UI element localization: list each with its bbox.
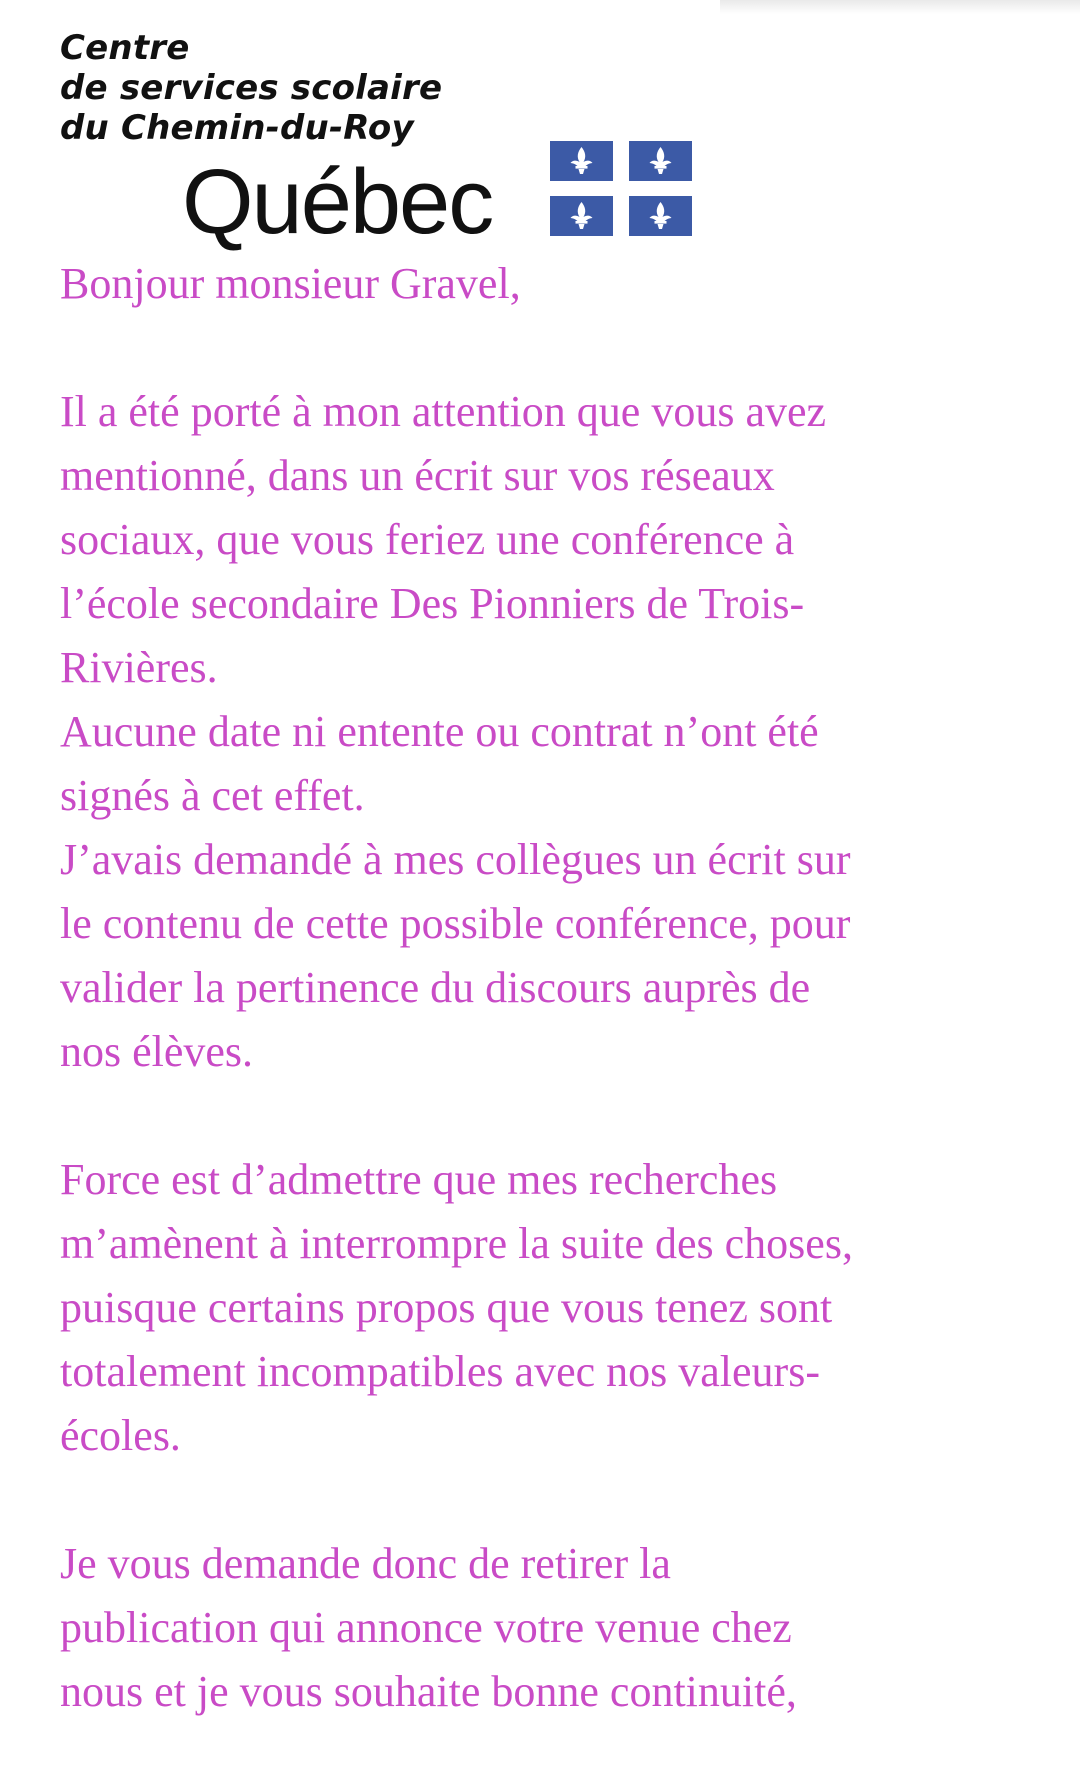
letter-line: sociaux, que vous feriez une conférence à xyxy=(60,515,795,564)
organization-name-line: du Chemin-du-Roy xyxy=(60,108,414,148)
organization-name xyxy=(60,28,442,148)
letter-line: totalement incompatibles avec nos valeurs- xyxy=(60,1347,820,1396)
letter-line: Je vous demande donc de retirer la xyxy=(60,1539,671,1588)
paragraph-1 xyxy=(60,380,1020,1084)
letter-line: le contenu de cette possible conférence, pour xyxy=(60,899,851,948)
letter-line: Force est d’admettre que mes recherches xyxy=(60,1155,778,1204)
letter-line: valider la pertinence du discours auprès de xyxy=(60,963,811,1012)
paragraph-spacer xyxy=(60,316,1020,380)
letter-line: puisque certains propos que vous tenez sont xyxy=(60,1283,833,1332)
greeting: Bonjour monsieur Gravel, xyxy=(60,259,521,308)
paragraph-spacer xyxy=(60,1468,1020,1532)
organization-logo xyxy=(60,28,700,258)
paragraph-spacer xyxy=(60,1084,1020,1148)
letter-body xyxy=(60,252,1020,1724)
organization-name-line: Centre xyxy=(60,28,190,68)
letter-line: l’école secondaire Des Pionniers de Trois- xyxy=(60,579,805,628)
letter-line: J’avais demandé à mes collègues un écrit sur xyxy=(60,835,851,884)
organization-name-line: de services scolaire xyxy=(60,68,443,108)
letter-line: mentionné, dans un écrit sur vos réseaux xyxy=(60,451,775,500)
letter-line: m’amènent à interrompre la suite des choses, xyxy=(60,1219,853,1268)
letter-line: publication qui annonce votre venue chez xyxy=(60,1603,792,1652)
top-edge-shadow xyxy=(720,0,1080,14)
paragraph-3 xyxy=(60,1532,1020,1724)
letter-line: Rivières. xyxy=(60,643,218,692)
letter-line: Aucune date ni entente ou contrat n’ont été xyxy=(60,707,819,756)
letter-line: nous et je vous souhaite bonne continuité, xyxy=(60,1667,797,1716)
quebec-flag-icon xyxy=(550,141,692,236)
quebec-wordmark: Québec xyxy=(182,151,493,253)
paragraph-2 xyxy=(60,1148,1020,1468)
letter-line: signés à cet effet. xyxy=(60,771,365,820)
letter-line: écoles. xyxy=(60,1411,181,1460)
letter-line: nos élèves. xyxy=(60,1027,254,1076)
letter-line: Il a été porté à mon attention que vous avez xyxy=(60,387,827,436)
